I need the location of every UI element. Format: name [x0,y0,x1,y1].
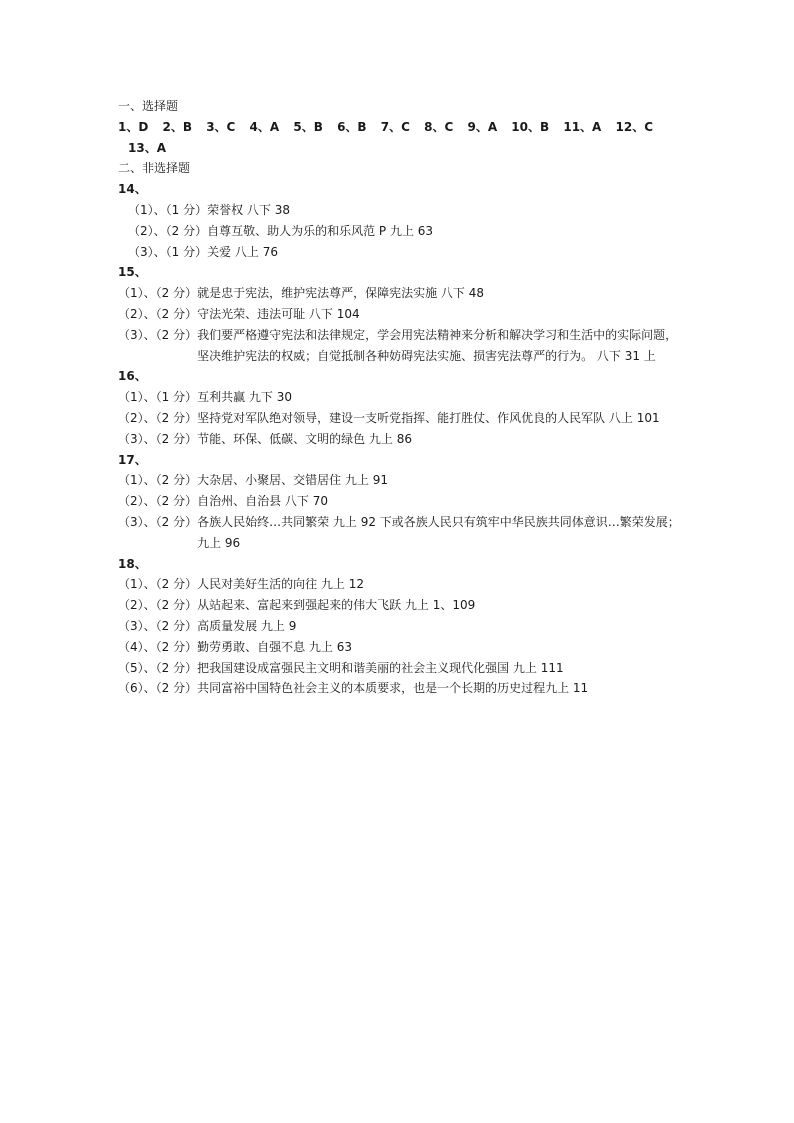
answer-label: （3）、（2 分） [118,431,198,446]
answer-item [118,678,688,699]
choice-answers-line2 [118,138,688,159]
question-number: 15、 [118,265,147,280]
choice-answer: 8、C [424,119,454,134]
answer-item [118,408,688,429]
answer-label: （3）、（1 分） [128,244,208,259]
choice-answer: 6、B [337,119,367,134]
answer-item [118,470,688,491]
answer-document [118,96,688,699]
choice-answer: 12、C [615,119,654,134]
choice-answer: 7、C [380,119,410,134]
answer-text: 人民对美好生活的向往 九上 12 [197,577,364,592]
answer-item [118,325,688,367]
answer-label: （2）、（2 分） [118,410,198,425]
answer-text: 自治州、自治县 八下 70 [197,494,328,509]
answer-item [118,637,688,658]
answer-item [118,658,688,679]
answer-item [118,242,688,263]
answer-text: 我们要严格遵守宪法和法律规定，学会用宪法精神来分析和解决学习和生活中的实际问题，坚决维护宪法的权威；自觉抵制各种妨碍宪法实施、损害宪法尊严的行为。 八下 31 上 [197,327,678,363]
section1-title: 一、选择题 [118,99,179,113]
choice-answer: 3、C [206,119,236,134]
answer-label: （1）、（1 分） [118,390,198,405]
answer-label: （2）、（2 分） [118,598,198,613]
answer-text: 共同富裕中国特色社会主义的本质要求，也是一个长期的历史过程九上 11 [197,681,589,696]
answer-label: （1）、（1 分） [128,202,208,217]
answer-text: 把我国建设成富强民主文明和谐美丽的社会主义现代化强国 九上 111 [197,660,564,675]
answer-item [118,512,688,554]
answer-label: （2）、（2 分） [128,223,208,238]
answer-item [118,304,688,325]
answer-text: 勤劳勇敢、自强不息 九上 63 [197,639,352,654]
answer-text: 关爱 八上 76 [207,244,278,259]
answer-text: 大杂居、小聚居、交错居住 九上 91 [197,473,388,488]
choice-answer: 2、B [162,119,192,134]
answer-text: 守法光荣、违法可耻 八下 104 [197,306,360,321]
question-number: 18、 [118,556,147,571]
answer-label: （4）、（2 分） [118,639,198,654]
answer-label: （2）、（2 分） [118,306,198,321]
answer-item [118,574,688,595]
choice-answer: 11、A [563,119,602,134]
question-number: 17、 [118,452,147,467]
choice-answers-line1 [118,117,688,138]
answer-label: （5）、（2 分） [118,660,198,675]
question-number: 16、 [118,369,147,384]
answer-label: （6）、（2 分） [118,681,198,696]
answer-text: 荣誉权 八下 38 [207,202,290,217]
answer-label: （3）、（2 分） [118,514,198,529]
section2-title: 二、非选择题 [118,161,191,176]
answer-item [118,429,688,450]
answer-text: 就是忠于宪法，维护宪法尊严，保障宪法实施 八下 48 [197,286,484,301]
answer-text: 从站起来、富起来到强起来的伟大飞跃 九上 1、109 [197,598,476,613]
choice-answer: 13、A [128,140,166,155]
answer-item [118,387,688,408]
answer-label: （1）、（2 分） [118,286,198,301]
question-number: 14、 [118,182,147,197]
choice-answer: 9、A [467,119,498,134]
answer-item [118,491,688,512]
answer-text: 自尊互敬、助人为乐的和乐风范 P 九上 63 [207,223,434,238]
answer-label: （1）、（2 分） [118,577,198,592]
answer-item [118,200,688,221]
answer-item [118,283,688,304]
choice-answer: 1、D [118,119,149,134]
answer-text: 高质量发展 九上 9 [197,618,297,633]
answer-label: （2）、（2 分） [118,494,198,509]
answer-label: （1）、（2 分） [118,473,198,488]
answer-text: 坚持党对军队绝对领导，建设一支听党指挥、能打胜仗、作风优良的人民军队 八上 101 [197,410,660,425]
answer-item [118,595,688,616]
answer-text: 节能、环保、低碳、文明的绿色 九上 86 [197,431,412,446]
choice-answer: 10、B [511,119,550,134]
answer-text: 互利共赢 九下 30 [197,390,292,405]
answer-item [118,221,688,242]
answer-label: （3）、（2 分） [118,618,198,633]
choice-answer: 5、B [293,119,323,134]
answer-label: （3）、（2 分） [118,327,198,342]
choice-answer: 4、A [249,119,280,134]
answer-item [118,616,688,637]
answer-text: 各族人民始终…共同繁荣 九上 92 下或各族人民只有筑牢中华民族共同体意识…繁荣发展； 九上 96 [197,514,680,550]
